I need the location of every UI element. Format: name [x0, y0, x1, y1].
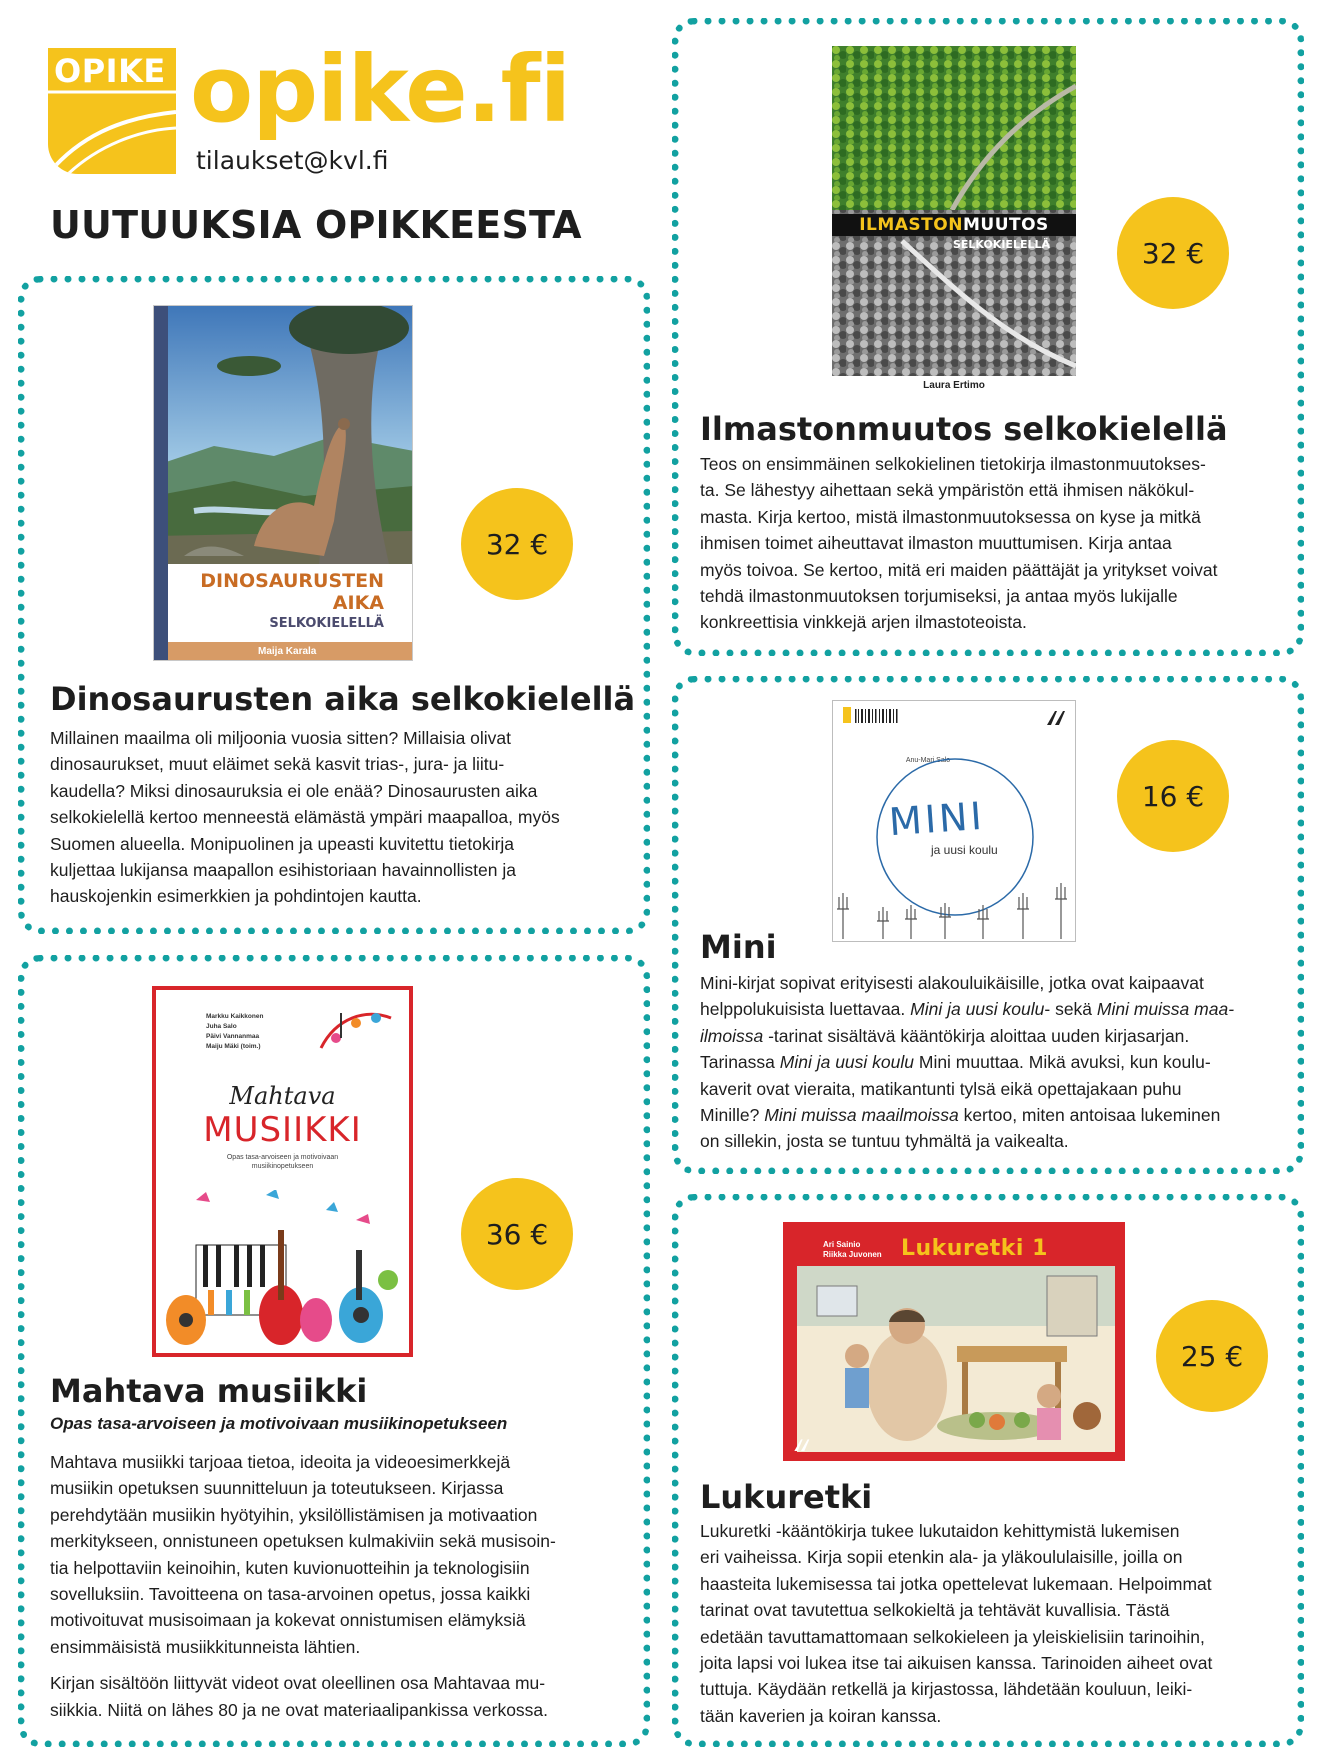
desc-line: ihmisen toimet aiheuttavat ilmaston muuttumisen. Kirja antaa: [700, 533, 1172, 554]
cover-title: Lukuretki 1: [901, 1236, 1048, 1261]
cover-subtitle: ja uusi koulu: [931, 843, 998, 857]
cover-title: MUSIIKKI: [203, 1110, 362, 1150]
kitchen-illustration-icon: [797, 1266, 1115, 1452]
publisher-logo-icon: [1043, 707, 1067, 731]
desc-italic: Mini muissa maailmoissa: [764, 1105, 959, 1126]
cover-subtitle: SELKOKIELELLÄ: [952, 238, 1050, 251]
desc-text: Minille?: [700, 1105, 765, 1126]
cover-authors: [206, 1012, 263, 1052]
opike-logo: [48, 48, 176, 174]
book-description-mahtava-musiikki: [50, 1449, 556, 1723]
book-description-ilmastonmuutos: [700, 451, 1217, 636]
desc-line: Teos on ensimmäinen selkokielinen tietokirja ilmastonmuutokses-: [700, 454, 1206, 474]
desc-line: [700, 1023, 1234, 1049]
desc-italic: ilmoissa: [700, 1025, 764, 1046]
desc-line: [700, 970, 1234, 996]
cover-title-line3: SELKOKIELELLÄ: [269, 616, 384, 631]
cover-mini[interactable]: [832, 700, 1076, 942]
price-badge-dinosaurusten-aika: 32 €: [461, 488, 573, 600]
desc-line: Lukuretki -kääntökirja tukee lukutaidon kehittymistä lukemisen: [700, 1521, 1180, 1541]
desc-text: on sillekin, josta se tuntuu tyhmältä ja vaikealta.: [700, 1131, 1069, 1152]
desc-line: motivoituvat musisoimaan ja kokevat onnistumisen elämyksiä: [50, 1610, 526, 1631]
desc-text: kertoo, miten antoisaa lukeminen: [958, 1105, 1221, 1126]
desc-line: [700, 996, 1234, 1022]
cover-title-line1: DINOSAURUSTEN: [200, 570, 384, 592]
desc-text: kaverit ovat vieraita, matikantunti tylsä eikä opettajakaan puhu: [700, 1078, 1182, 1099]
desc-line: hauskojenkin esimerkkien ja pohdintojen kautta.: [50, 886, 422, 907]
instruments-illustration-icon: [156, 1190, 409, 1350]
desc-italic: Mini muissa maa-: [1096, 999, 1235, 1020]
brand-name[interactable]: opike.fi: [190, 36, 571, 143]
cover-lukuretki[interactable]: [783, 1222, 1125, 1461]
desc-line: kaudella? Miksi dinosauruksia ei ole enää? Dinosaurusten aika: [50, 780, 538, 801]
cover-author: Maija Karala: [258, 646, 317, 657]
price-badge-mahtava-musiikki: 36 €: [461, 1178, 573, 1290]
desc-line: [700, 1049, 1234, 1075]
book-title-ilmastonmuutos[interactable]: Ilmastonmuutos selkokielellä: [700, 410, 1228, 448]
cover-author: Juha Salo: [206, 1023, 237, 1030]
cover-author: Maiju Mäki (toim.): [206, 1043, 261, 1050]
desc-italic: Mini ja uusi koulu: [910, 999, 1045, 1020]
desc-text: -tarinat sisältävä kääntökirja aloittaa uuden kirjasarjan.: [763, 1025, 1190, 1046]
cover-mahtava-musiikki[interactable]: [152, 986, 413, 1357]
cover-author: Riikka Juvonen: [823, 1250, 882, 1259]
cover-title-line2: AIKA: [332, 592, 384, 614]
book-title-mahtava-musiikki[interactable]: Mahtava musiikki: [50, 1372, 368, 1410]
cover-script-title: Mahtava: [229, 1082, 336, 1110]
desc-line: ensimmäisistä musiikkitunneista lähtien.: [50, 1636, 361, 1657]
desc-line: edetään tavuttamattomaan selkokieleen ja yleiskielisiin tarinoihin,: [700, 1626, 1205, 1647]
book-title-mini[interactable]: Mini: [700, 928, 777, 966]
desc-text: Tarinassa: [700, 1052, 780, 1073]
desc-line: ta. Se lähestyy aihettaan sekä ympäristön että ihmisen näkökul-: [700, 480, 1195, 501]
desc-text: - sekä: [1044, 999, 1097, 1020]
book-description-mini: [700, 970, 1234, 1155]
cover-title-block: [154, 564, 413, 642]
desc-line: merkitykseen, onnistuneen opetuksen kulmakiviin sekä musisoin-: [50, 1531, 556, 1552]
cover-title-part-a: ILMASTON: [859, 215, 963, 235]
desc-line: tia helpottaviin keinoihin, kuten kuvionuotteihin ja teknologisiin: [50, 1557, 530, 1578]
desc-line: [700, 1102, 1234, 1128]
cover-subtitle-1: Opas tasa-arvoiseen ja motivoivaan: [226, 1154, 339, 1161]
cover-spine-stripe: [154, 306, 168, 661]
cover-title-band: [832, 214, 1076, 236]
desc-line: tarinat ovat tavutettua selkokieltä ja tehtävät kuvallisia. Tästä: [700, 1600, 1170, 1621]
cover-title: MINI: [887, 793, 987, 845]
desc-line: eri vaiheissa. Kirja sopii etenkin ala- ja yläkoululaisille, joilla on: [700, 1547, 1183, 1568]
desc-line: Mahtava musiikki tarjoaa tietoa, ideoita ja videoesimerkkejä: [50, 1452, 511, 1472]
desc-line: Suomen alueella. Monipuolinen ja upeasti kuvitettu tietokirja: [50, 833, 515, 854]
price-badge-lukuretki: 25 €: [1156, 1300, 1268, 1412]
book-description-dinosaurusten-aika: [50, 725, 560, 910]
desc-line: tään kaverien ja koiran kanssa.: [700, 1705, 942, 1726]
logo-text: OPIKE: [54, 52, 166, 90]
desc-line: joita lapsi voi lukea itse tai aikuisen kanssa. Tarinoiden aiheet ovat: [700, 1653, 1213, 1674]
desc-line: haasteita lukemisessa tai jotka opettelevat lukemaan. Helpoimmat: [700, 1573, 1212, 1594]
cover-authors: [823, 1240, 882, 1260]
desc-line: [700, 1128, 1234, 1154]
desc-line: Millainen maailma oli miljoonia vuosia sitten? Millaisia olivat: [50, 728, 512, 748]
price-badge-mini: 16 €: [1117, 740, 1229, 852]
dinosaur-illustration-icon: [154, 306, 413, 564]
cover-dinosaurusten-aika[interactable]: [153, 305, 413, 661]
book-description-lukuretki: [700, 1518, 1212, 1729]
desc-line: siikkia. Niitä on lähes 80 ja ne ovat materiaalipankissa verkossa.: [50, 1699, 549, 1720]
cover-title-part-b: MUUTOS: [962, 215, 1049, 235]
book-subtitle-mahtava-musiikki: Opas tasa-arvoiseen ja motivoivaan musiikinopetukseen: [50, 1414, 508, 1433]
desc-text: Mini-kirjat sopivat erityisesti alakouluikäisille, jotka ovat kaipaavat: [700, 973, 1204, 993]
desc-line: Kirjan sisältöön liittyvät videot ovat oleellinen osa Mahtavaa mu-: [50, 1673, 546, 1694]
desc-line: [700, 1076, 1234, 1102]
desc-line: tehdä ilmastonmuutoksen torjumiseksi, ja antaa myös lukijalle: [700, 586, 1178, 607]
cover-ilmastonmuutos[interactable]: [832, 46, 1076, 402]
desc-line: tuttuja. Käydään retkellä ja kirjastossa, lähdetään kouluun, leiki-: [700, 1679, 1193, 1700]
price-badge-ilmastonmuutos: 32 €: [1117, 197, 1229, 309]
barcode-icon: [843, 707, 913, 727]
cover-subtitle-2: musiikinopetukseen: [251, 1163, 314, 1170]
page-title: UUTUUKSIA OPIKKEESTA: [50, 203, 582, 247]
cover-author: Anu-Mari Salo: [905, 757, 951, 764]
desc-italic: Mini ja uusi koulu: [779, 1052, 914, 1073]
desc-line: musiikin opetuksen suunnitteluun ja toteutukseen. Kirjassa: [50, 1478, 504, 1499]
cover-author-strip: [168, 642, 413, 661]
desc-text: Mini muuttaa. Mikä avuksi, kun koulu-: [914, 1052, 1211, 1073]
desc-line: selkokielellä kertoo menneestä elämästä ympäri maapalloa, myös: [50, 807, 560, 828]
desc-line: konkreettisia vinkkejä arjen ilmastoteoista.: [700, 612, 1027, 633]
order-email[interactable]: tilaukset@kvl.fi: [196, 146, 389, 175]
desc-line: kuljettaa lukijansa maapallon esihistoriaan havainnollisten ja: [50, 860, 516, 881]
cover-author: Markku Kaikkonen: [206, 1013, 264, 1020]
book-title-dinosaurusten-aika[interactable]: Dinosaurusten aika selkokielellä: [50, 680, 636, 718]
desc-text: helppolukuisista luettavaa.: [700, 999, 911, 1020]
desc-line: sovelluksiin. Tavoitteena on tasa-arvoinen opetus, jossa kaikki: [50, 1584, 531, 1605]
raised-hands-icon: [833, 869, 1076, 939]
music-notes-icon: [316, 998, 396, 1058]
publisher-logo-icon: [791, 1436, 811, 1456]
desc-line: dinosaurukset, muut eläimet sekä kasvit trias-, jura- ja liitu-: [50, 754, 505, 775]
desc-line: myös toivoa. Se kertoo, mitä eri maiden päättäjät ja yritykset voivat: [700, 559, 1218, 580]
cover-author: Ari Sainio: [823, 1240, 861, 1249]
desc-line: perehdytään musiikin hyötyihin, yksilöllistämisen ja motivaation: [50, 1504, 538, 1525]
desc-line: masta. Kirja kertoo, mistä ilmastonmuutoksessa on kyse ja mitkä: [700, 506, 1201, 527]
cover-author: Laura Ertimo: [832, 376, 1076, 402]
book-title-lukuretki[interactable]: Lukuretki: [700, 1478, 873, 1516]
cover-author: Päivi Vannanmaa: [206, 1033, 260, 1040]
